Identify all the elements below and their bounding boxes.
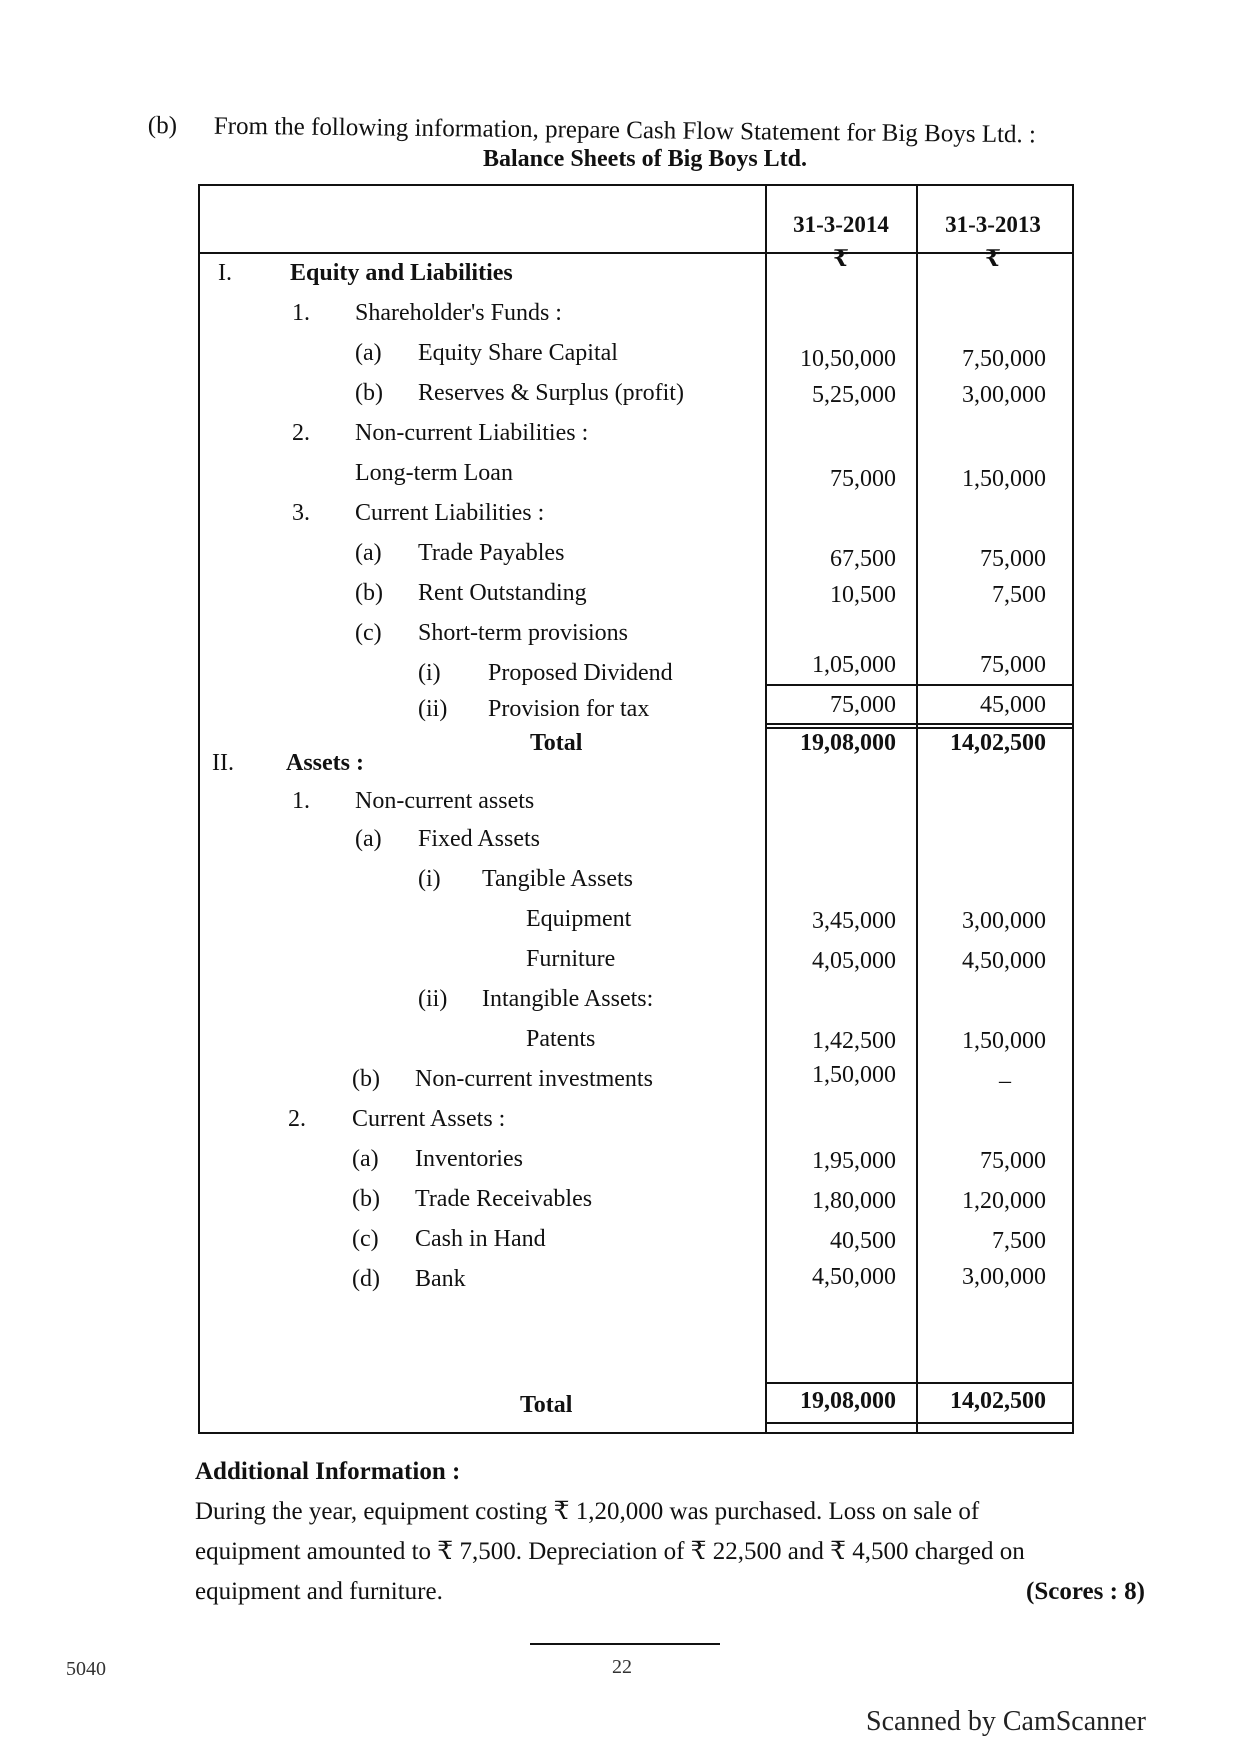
roman-numeral: I. [218, 260, 232, 286]
value-2013: 75,000 [980, 1148, 1046, 1174]
roman-numeral: II. [212, 750, 234, 776]
row-equity-share-capital [200, 336, 1076, 376]
col-date-2013: 31-3-2013 [945, 212, 1041, 237]
total-2013: 14,02,500 [950, 1388, 1046, 1414]
value-2014: 5,25,000 [812, 382, 896, 408]
item-tag: (ii) [418, 986, 448, 1012]
value-2013: 7,50,000 [962, 346, 1046, 372]
value-2014: 67,500 [830, 546, 896, 572]
value-2013: 3,00,000 [962, 1264, 1046, 1290]
row-label: Non-current assets [355, 788, 535, 814]
row-label: Rent Outstanding [418, 580, 587, 606]
value-2014: 10,500 [830, 582, 896, 608]
item-tag: (a) [355, 540, 382, 566]
value-2014: 1,95,000 [812, 1148, 896, 1174]
row-total-assets [200, 1346, 1076, 1418]
section-assets [200, 746, 1076, 786]
row-label: Proposed Dividend [488, 660, 673, 686]
value-2014: 1,50,000 [812, 1062, 896, 1088]
row-label: Non-current investments [415, 1066, 653, 1092]
item-number: 2. [292, 420, 310, 446]
item-tag: (b) [355, 580, 383, 606]
question-label: (b) [147, 112, 178, 140]
row-shareholders-funds [200, 296, 1076, 336]
total-2014: 19,08,000 [800, 730, 896, 756]
total-bottom-rule [765, 1422, 1072, 1424]
row-total-liabilities [200, 684, 1076, 756]
currency-symbol: ₹ [832, 246, 849, 271]
row-cash-in-hand [200, 1222, 1076, 1262]
row-intangible-assets [200, 982, 1076, 1022]
value-2013: 1,50,000 [962, 1028, 1046, 1054]
section-equity-liabilities [200, 256, 1076, 296]
additional-information [195, 1452, 1145, 1612]
item-tag: (a) [355, 340, 382, 366]
page-number: 22 [612, 1656, 632, 1678]
value-2013: 7,500 [992, 582, 1046, 608]
question-text: From the following information, prepare Cash Flow Statement for Big Boys Ltd. : [213, 112, 1037, 149]
row-trade-payables [200, 536, 1076, 576]
item-number: 3. [292, 500, 310, 526]
item-number: 1. [292, 300, 310, 326]
row-non-current-assets [200, 784, 1076, 824]
value-2014: 75,000 [830, 466, 896, 492]
value-2013: 7,500 [992, 1228, 1046, 1254]
item-tag: (i) [418, 866, 441, 892]
row-furniture [200, 942, 1076, 982]
col-date-2014: 31-3-2014 [793, 212, 889, 237]
value-2014: 40,500 [830, 1228, 896, 1254]
item-number: 2. [288, 1106, 306, 1132]
row-current-assets [200, 1102, 1076, 1142]
row-label: Non-current Liabilities : [355, 420, 589, 446]
row-inventories [200, 1142, 1076, 1182]
row-label: Long-term Loan [355, 460, 513, 486]
total-label: Total [530, 730, 583, 756]
item-tag: (b) [355, 380, 383, 406]
row-current-liabilities [200, 496, 1076, 536]
row-label: Reserves & Surplus (profit) [418, 380, 684, 406]
value-2014: 1,05,000 [812, 652, 896, 678]
additional-line: equipment amounted to ₹ 7,500. Depreciation of ₹ 22,500 and ₹ 4,500 charged on [195, 1538, 1025, 1565]
item-tag: (b) [352, 1066, 380, 1092]
row-label: Patents [526, 1026, 596, 1052]
scanner-watermark: Scanned by CamScanner [866, 1706, 1146, 1737]
item-tag: (ii) [418, 696, 448, 722]
value-2013: 3,00,000 [962, 382, 1046, 408]
value-2014: 75,000 [830, 692, 896, 718]
additional-line: equipment and furniture. [195, 1578, 443, 1605]
value-2014: 4,05,000 [812, 948, 896, 974]
section-heading: Assets : [286, 750, 364, 776]
row-label: Current Assets : [352, 1106, 506, 1132]
item-tag: (d) [352, 1266, 380, 1292]
question-heading [148, 112, 1036, 149]
row-label: Current Liabilities : [355, 500, 545, 526]
scores-label: (Scores : 8) [1026, 1578, 1145, 1605]
row-label: Trade Receivables [415, 1186, 593, 1212]
value-2013: 4,50,000 [962, 948, 1046, 974]
row-label: Furniture [526, 946, 616, 972]
row-label: Trade Payables [418, 540, 565, 566]
item-tag: (a) [352, 1146, 379, 1172]
balance-sheet-table [198, 184, 1074, 1434]
total-2014: 19,08,000 [800, 1388, 896, 1414]
row-label: Equity Share Capital [418, 340, 618, 366]
item-tag: (c) [352, 1226, 379, 1252]
section-heading: Equity and Liabilities [290, 260, 513, 286]
row-non-current-liabilities [200, 416, 1076, 456]
additional-line: During the year, equipment costing ₹ 1,20,000 was purchased. Loss on sale of [195, 1498, 980, 1525]
row-rent-outstanding [200, 576, 1076, 616]
row-trade-receivables [200, 1182, 1076, 1222]
balance-sheet-title: Balance Sheets of Big Boys Ltd. [482, 146, 808, 172]
row-label: Inventories [415, 1146, 523, 1172]
value-2013: 1,50,000 [962, 466, 1046, 492]
additional-heading: Additional Information : [195, 1458, 461, 1485]
value-2013: 1,20,000 [962, 1188, 1046, 1214]
value-2013: 45,000 [980, 692, 1046, 718]
item-number: 1. [292, 788, 310, 814]
value-2013: – [999, 1068, 1011, 1094]
footer-rule [530, 1643, 720, 1645]
row-label: Tangible Assets [482, 866, 633, 892]
value-2013: 3,00,000 [962, 908, 1046, 934]
row-label: Bank [415, 1266, 466, 1292]
row-patents [200, 1022, 1076, 1062]
row-long-term-loan [200, 456, 1076, 496]
value-2014: 1,80,000 [812, 1188, 896, 1214]
value-2013: 75,000 [980, 546, 1046, 572]
row-bank [200, 1262, 1076, 1302]
item-tag: (c) [355, 620, 382, 646]
row-fixed-assets [200, 822, 1076, 862]
row-equipment [200, 902, 1076, 942]
total-2013: 14,02,500 [950, 730, 1046, 756]
value-2013: 75,000 [980, 652, 1046, 678]
value-2014: 3,45,000 [812, 908, 896, 934]
row-label: Fixed Assets [418, 826, 541, 852]
row-non-current-investments [200, 1062, 1076, 1102]
value-2014: 1,42,500 [812, 1028, 896, 1054]
item-tag: (b) [352, 1186, 380, 1212]
row-label: Equipment [526, 906, 632, 932]
row-short-term-provisions [200, 616, 1076, 656]
row-label: Provision for tax [488, 696, 650, 722]
row-label: Intangible Assets: [482, 986, 654, 1012]
page-code: 5040 [66, 1658, 106, 1680]
item-tag: (i) [418, 660, 441, 686]
row-label: Short-term provisions [418, 620, 628, 646]
row-label: Shareholder's Funds : [355, 300, 562, 326]
row-tangible-assets [200, 862, 1076, 902]
value-2014: 4,50,000 [812, 1264, 896, 1290]
value-2014: 10,50,000 [800, 346, 896, 372]
additional-line-last [195, 1572, 1145, 1612]
item-tag: (a) [355, 826, 382, 852]
total-label: Total [520, 1392, 573, 1418]
row-reserves-surplus [200, 376, 1076, 416]
row-label: Cash in Hand [415, 1226, 546, 1252]
currency-symbol: ₹ [984, 246, 1001, 271]
